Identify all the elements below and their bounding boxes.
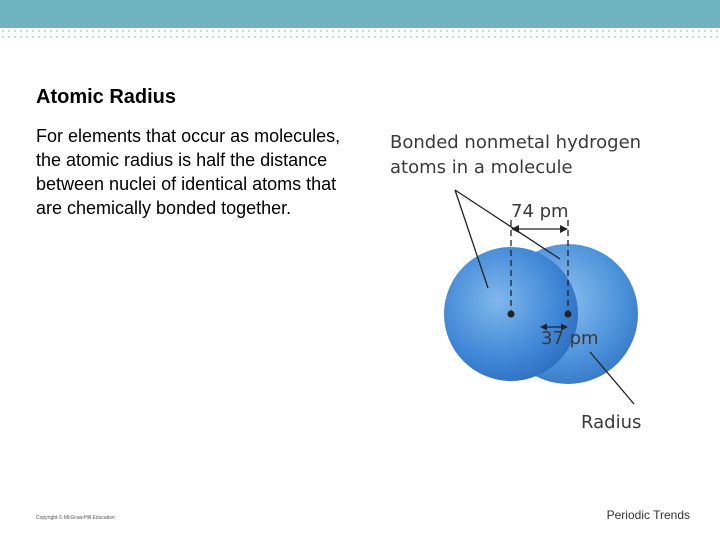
slide-title: Atomic Radius — [36, 86, 177, 108]
figure-caption-line1: Bonded nonmetal hydrogen — [390, 132, 642, 153]
bond-arrowhead-right — [560, 225, 568, 233]
body-paragraph: For elements that occur as molecules, the atomic radius is half the distance between nuclei of identical atoms that are chemically bonded together. — [36, 126, 341, 218]
figure-caption-line2: atoms in a molecule — [390, 157, 573, 178]
bond-arrowhead-left — [511, 225, 519, 233]
nucleus-right — [565, 311, 572, 318]
bond-length-label: 74 pm — [511, 201, 569, 222]
footer-section-title: Periodic Trends — [606, 508, 690, 522]
hydrogen-molecule-figure — [380, 120, 660, 440]
footer-copyright: Copyright © McGraw-Hill Education — [36, 515, 115, 521]
radius-value-label: 37 pm — [541, 328, 599, 349]
radius-label: Radius — [581, 412, 642, 433]
header-band — [0, 0, 720, 28]
header-dot-pattern — [0, 28, 720, 42]
nucleus-left — [508, 311, 515, 318]
